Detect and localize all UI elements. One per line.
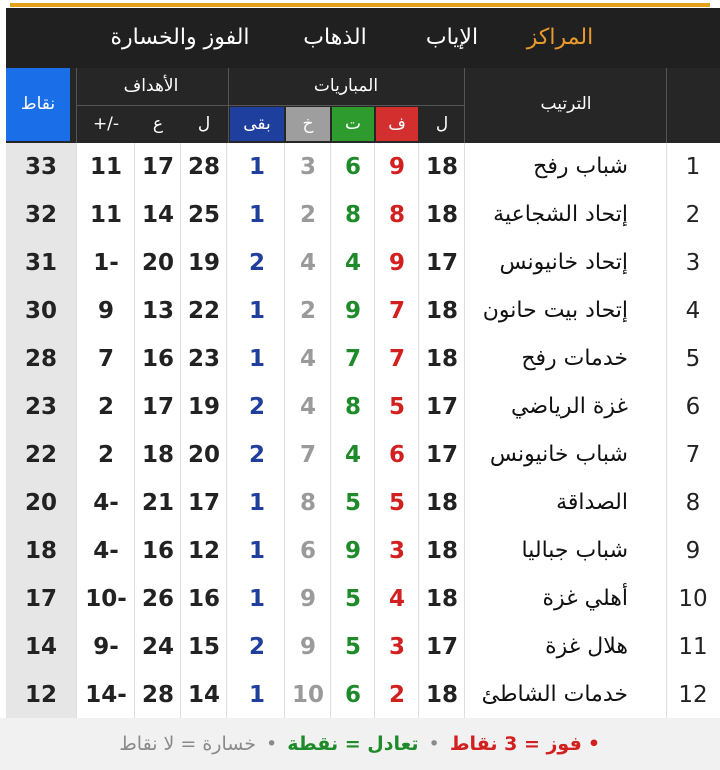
header-divider [76,105,464,106]
column-divider [284,383,285,431]
goal-diff-cell: 1- [93,250,119,276]
goals-for-cell: 12 [187,538,220,564]
table-row[interactable] [6,671,720,720]
played-cell: 17 [425,394,458,420]
column-divider [464,623,465,671]
column-divider [418,431,419,479]
drawn-cell: 4 [344,250,361,276]
table-row[interactable] [6,239,720,288]
column-divider [180,335,181,383]
column-divider [418,623,419,671]
lost-cell: 3 [299,154,316,180]
goals-for-cell: 25 [187,202,220,228]
won-cell: 7 [388,298,405,324]
played-header[interactable]: ل [420,107,464,141]
column-divider [134,575,135,623]
team-name: إتحاد بيت حانون [482,298,628,323]
won-cell: 3 [388,634,405,660]
column-divider [374,623,375,671]
column-divider [418,143,419,191]
column-divider [180,431,181,479]
rank-cell: 6 [685,394,701,420]
played-cell: 18 [425,490,458,516]
drawn-cell: 6 [344,154,361,180]
table-row[interactable] [6,575,720,624]
goals-for-cell: 14 [187,682,220,708]
goals-against-cell: 21 [141,490,174,516]
column-divider [374,479,375,527]
goals-for-cell: 28 [187,154,220,180]
column-divider [464,527,465,575]
column-divider [464,239,465,287]
column-divider [134,527,135,575]
won-cell: 7 [388,346,405,372]
column-divider [418,287,419,335]
goal-diff-cell: 4- [93,538,119,564]
matches-group-header: المباريات [313,76,379,96]
column-divider [76,431,77,479]
column-divider [330,335,331,383]
lost-cell: 9 [299,586,316,612]
won-cell: 5 [388,490,405,516]
column-divider [134,335,135,383]
won-cell: 3 [388,538,405,564]
lost-cell: 4 [299,394,316,420]
column-divider [180,239,181,287]
drawn-cell: 8 [344,394,361,420]
column-divider [180,383,181,431]
column-divider [284,479,285,527]
column-divider [464,143,465,191]
column-divider [226,431,227,479]
goal-diff-cell: 9 [97,298,114,324]
goals-for-cell: 23 [187,346,220,372]
remaining-cell: 2 [248,442,265,468]
column-divider [330,671,331,719]
column-divider [180,191,181,239]
drawn-cell: 6 [344,682,361,708]
played-cell: 17 [425,634,458,660]
played-cell: 18 [425,586,458,612]
column-divider [666,287,667,335]
column-divider [418,527,419,575]
team-name: خدمات الشاطئ [481,682,628,707]
column-divider [180,479,181,527]
column-divider [180,527,181,575]
rank-cell: 2 [685,202,701,228]
lost-cell: 9 [299,634,316,660]
goals-group-header: الأهداف [123,76,179,96]
team-name: شباب رفح [533,154,628,179]
column-divider [666,239,667,287]
drawn-cell: 9 [344,298,361,324]
played-cell: 18 [425,346,458,372]
column-divider [464,383,465,431]
team-name: إتحاد الشجاعية [493,202,628,227]
goals-against-cell: 18 [141,442,174,468]
goal-diff-cell: 9- [93,634,119,660]
gold-bar [10,3,710,7]
rank-cell: 11 [678,634,708,660]
goals-against-header[interactable]: ع [136,107,180,141]
points-header[interactable]: نقاط [6,68,70,141]
tab-second-leg[interactable]: الإياب [425,25,479,50]
goals-against-cell: 24 [141,634,174,660]
column-divider [464,431,465,479]
column-divider [418,671,419,719]
team-name: غزة الرياضي [511,394,628,419]
column-divider [76,479,77,527]
column-divider [666,383,667,431]
column-divider [284,575,285,623]
goal-diff-cell: 4- [93,490,119,516]
column-divider [374,335,375,383]
column-divider [330,383,331,431]
table-row[interactable] [6,191,720,240]
remaining-header[interactable]: بقى [230,107,284,141]
column-divider [134,383,135,431]
points-cell: 28 [6,335,76,383]
lost-cell: 4 [299,346,316,372]
goal-diff-cell: 11 [89,202,122,228]
lost-cell: 2 [299,202,316,228]
column-divider [330,191,331,239]
rank-header[interactable]: الترتيب [540,94,592,114]
column-divider [666,191,667,239]
drawn-cell: 9 [344,538,361,564]
table-row[interactable] [6,383,720,432]
column-divider [330,527,331,575]
won-header[interactable]: ف [376,107,418,141]
column-divider [284,287,285,335]
column-divider [330,479,331,527]
points-cell: 18 [6,527,76,575]
tab-bar [6,8,720,68]
column-divider [418,335,419,383]
goals-against-cell: 16 [141,346,174,372]
column-divider [284,431,285,479]
column-divider [374,527,375,575]
column-divider [226,239,227,287]
won-cell: 9 [388,154,405,180]
column-divider [180,623,181,671]
column-divider [330,143,331,191]
column-divider [134,671,135,719]
team-name: خدمات رفح [521,346,628,371]
goals-for-cell: 19 [187,394,220,420]
played-cell: 17 [425,250,458,276]
table-row[interactable] [6,431,720,480]
column-divider [76,383,77,431]
table-row[interactable] [6,143,720,192]
column-divider [330,239,331,287]
column-divider [76,239,77,287]
goals-against-cell: 17 [141,154,174,180]
drawn-cell: 5 [344,586,361,612]
lost-header[interactable]: خ [286,107,330,141]
column-divider [226,479,227,527]
rank-cell: 8 [685,490,701,516]
goals-against-cell: 13 [141,298,174,324]
remaining-cell: 1 [248,538,265,564]
goals-for-cell: 20 [187,442,220,468]
points-cell: 33 [6,143,76,191]
rank-cell: 1 [685,154,701,180]
column-divider [666,623,667,671]
column-divider [134,287,135,335]
column-divider [226,383,227,431]
column-divider [76,287,77,335]
column-divider [284,239,285,287]
column-divider [134,143,135,191]
column-divider [226,335,227,383]
column-divider [134,431,135,479]
column-divider [76,671,77,719]
column-divider [464,671,465,719]
column-divider [666,479,667,527]
column-divider [76,143,77,191]
goal-diff-cell: 7 [97,346,114,372]
column-divider [284,143,285,191]
won-cell: 8 [388,202,405,228]
remaining-cell: 1 [248,490,265,516]
rank-cell: 10 [678,586,708,612]
column-divider [464,479,465,527]
column-divider [374,143,375,191]
table-row[interactable] [6,479,720,528]
drawn-cell: 7 [344,346,361,372]
team-name: أهلي غزة [542,586,628,611]
column-divider [134,239,135,287]
remaining-cell: 2 [248,394,265,420]
played-cell: 18 [425,154,458,180]
rank-cell: 12 [678,682,708,708]
goals-against-cell: 14 [141,202,174,228]
tab-standings[interactable]: المراكز [526,25,594,50]
lost-cell: 8 [299,490,316,516]
column-divider [76,335,77,383]
legend-dot: • [428,733,440,755]
column-divider [374,575,375,623]
drawn-cell: 5 [344,490,361,516]
remaining-cell: 1 [248,346,265,372]
column-divider [374,239,375,287]
remaining-cell: 2 [248,250,265,276]
team-name: هلال غزة [545,634,628,659]
tab-win-loss[interactable]: الفوز والخسارة [110,25,250,50]
drawn-cell: 8 [344,202,361,228]
column-divider [418,575,419,623]
won-cell: 4 [388,586,405,612]
goals-against-cell: 28 [141,682,174,708]
column-divider [76,527,77,575]
played-cell: 18 [425,298,458,324]
team-name: شباب جباليا [521,538,628,563]
team-name: شباب خانيونس [489,442,628,467]
goals-for-cell: 22 [187,298,220,324]
column-divider [464,335,465,383]
column-divider [464,287,465,335]
lost-cell: 10 [291,682,324,708]
column-divider [134,191,135,239]
drawn-cell: 5 [344,634,361,660]
column-divider [418,239,419,287]
remaining-cell: 1 [248,298,265,324]
header-divider [464,68,465,143]
remaining-cell: 1 [248,202,265,228]
column-divider [76,623,77,671]
column-divider [418,191,419,239]
points-cell: 32 [6,191,76,239]
legend-dot-win: • [587,733,600,755]
column-divider [180,575,181,623]
lost-cell: 2 [299,298,316,324]
column-divider [666,143,667,191]
goal-diff-cell: 2 [97,394,114,420]
column-divider [134,623,135,671]
column-divider [284,623,285,671]
goals-against-cell: 20 [141,250,174,276]
column-divider [76,575,77,623]
table-row[interactable] [6,287,720,336]
points-cell: 23 [6,383,76,431]
goals-for-cell: 17 [187,490,220,516]
goal-diff-cell: 11 [89,154,122,180]
column-divider [666,431,667,479]
played-cell: 18 [425,202,458,228]
rank-cell: 3 [685,250,701,276]
goals-against-cell: 16 [141,538,174,564]
table-row[interactable] [6,335,720,384]
column-divider [464,191,465,239]
goal-diff-cell: 10- [85,586,127,612]
legend-bar [0,718,720,770]
points-cell: 30 [6,287,76,335]
rank-cell: 5 [685,346,701,372]
column-divider [666,335,667,383]
column-divider [374,671,375,719]
remaining-cell: 1 [248,154,265,180]
column-divider [180,287,181,335]
team-name: الصداقة [556,490,628,515]
won-cell: 9 [388,250,405,276]
column-divider [330,575,331,623]
won-cell: 5 [388,394,405,420]
points-cell: 22 [6,431,76,479]
column-divider [284,527,285,575]
played-cell: 17 [425,442,458,468]
column-divider [666,671,667,719]
rank-cell: 7 [685,442,701,468]
legend-draw: تعادل = نقطة [287,733,419,755]
column-divider [226,527,227,575]
column-divider [330,431,331,479]
column-divider [374,383,375,431]
points-cell: 12 [6,671,76,719]
column-divider [284,191,285,239]
goal-diff-cell: 14- [85,682,127,708]
goals-for-cell: 19 [187,250,220,276]
goals-for-cell: 16 [187,586,220,612]
goals-against-cell: 17 [141,394,174,420]
header-divider [666,68,667,143]
drawn-header[interactable]: ت [332,107,374,141]
played-cell: 18 [425,538,458,564]
remaining-cell: 1 [248,682,265,708]
team-name: إتحاد خانيونس [499,250,628,275]
column-divider [666,575,667,623]
rank-cell: 9 [685,538,701,564]
column-divider [76,191,77,239]
column-divider [418,479,419,527]
column-divider [330,287,331,335]
column-divider [284,335,285,383]
column-divider [226,671,227,719]
legend-loss: خسارة = لا نقاط [119,733,256,755]
lost-cell: 6 [299,538,316,564]
points-cell: 14 [6,623,76,671]
column-divider [464,575,465,623]
goals-for-cell: 15 [187,634,220,660]
column-divider [374,431,375,479]
column-divider [330,623,331,671]
column-divider [226,191,227,239]
table-row[interactable] [6,527,720,576]
legend-win: فوز = 3 نقاط [449,733,582,755]
column-divider [226,575,227,623]
goal-diff-header[interactable]: +/- [78,107,134,141]
drawn-cell: 4 [344,442,361,468]
goal-diff-cell: 2 [97,442,114,468]
remaining-cell: 2 [248,634,265,660]
top-accent-line [0,0,720,8]
points-cell: 20 [6,479,76,527]
column-divider [418,383,419,431]
rank-cell: 4 [685,298,701,324]
table-row[interactable] [6,623,720,672]
column-divider [666,527,667,575]
legend-dot: • [266,733,278,755]
column-divider [226,287,227,335]
column-divider [180,143,181,191]
goals-against-cell: 26 [141,586,174,612]
played-cell: 18 [425,682,458,708]
won-cell: 2 [388,682,405,708]
tab-first-leg[interactable]: الذهاب [303,25,367,50]
column-divider [284,671,285,719]
column-divider [226,623,227,671]
points-cell: 31 [6,239,76,287]
lost-cell: 7 [299,442,316,468]
goals-for-header[interactable]: ل [182,107,226,141]
won-cell: 6 [388,442,405,468]
column-divider [374,191,375,239]
lost-cell: 4 [299,250,316,276]
column-divider [226,143,227,191]
remaining-cell: 1 [248,586,265,612]
legend-text [119,718,600,770]
column-divider [134,479,135,527]
points-cell: 17 [6,575,76,623]
column-divider [374,287,375,335]
column-divider [180,671,181,719]
